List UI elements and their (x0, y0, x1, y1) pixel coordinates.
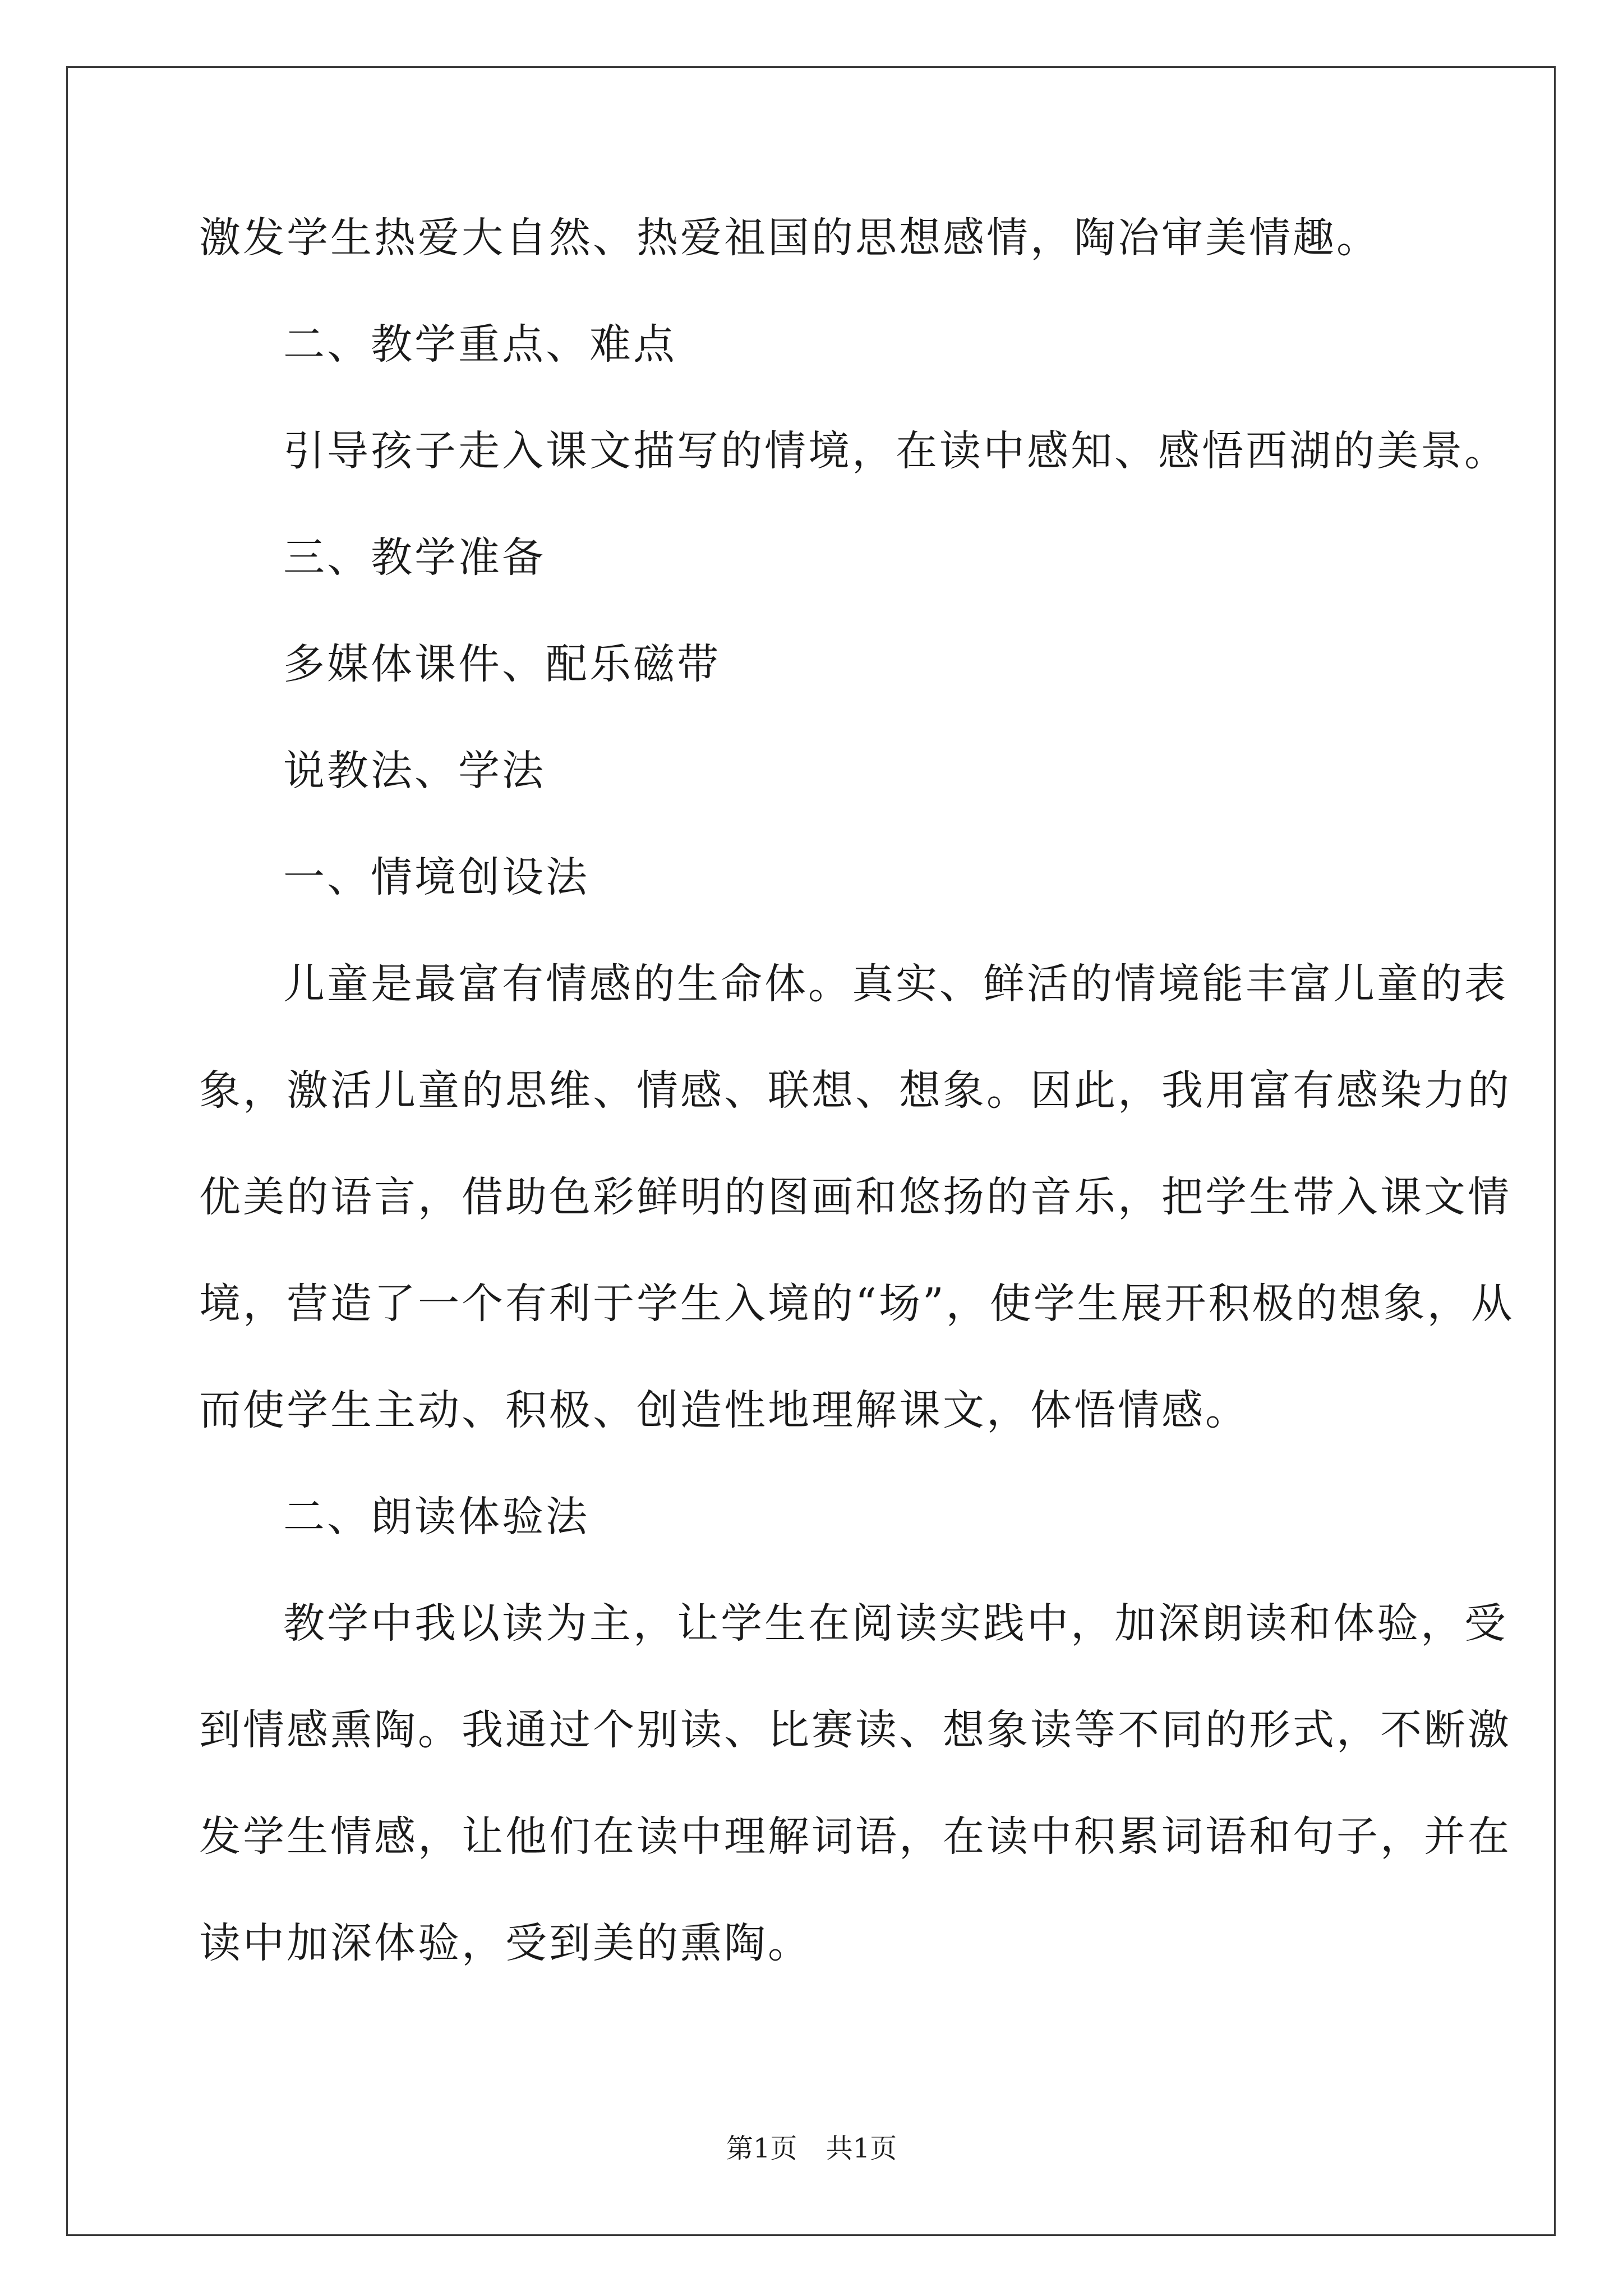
page-footer (0, 2132, 1623, 2165)
paragraph-line: 到情感熏陶。我通过个别读、比赛读、想象读等不同的形式，不断激 (199, 1706, 1511, 1754)
page-border (66, 66, 1556, 2236)
section-heading: 二、教学重点、难点 (283, 320, 677, 369)
paragraph-line: 教学中我以读为主，让学生在阅读实践中，加深朗读和体验，受 (283, 1599, 1508, 1648)
section-heading: 说教法、学法 (283, 747, 546, 795)
paragraph-line: 发学生情感，让他们在读中理解词语，在读中积累词语和句子，并在 (199, 1812, 1511, 1861)
paragraph-line: 象，激活儿童的思维、情感、联想、想象。因此，我用富有感染力的 (199, 1066, 1511, 1115)
page-total: 共1页 (826, 2133, 897, 2164)
paragraph-line: 引导孩子走入课文描写的情境，在读中感知、感悟西湖的美景。 (283, 427, 1508, 475)
paragraph-line: 而使学生主动、积极、创造性地理解课文，体悟情感。 (199, 1386, 1249, 1434)
page-number: 第1页 (726, 2133, 797, 2164)
section-heading: 二、朗读体验法 (283, 1493, 589, 1541)
paragraph-line: 儿童是最富有情感的生命体。真实、鲜活的情境能丰富儿童的表 (283, 960, 1508, 1008)
section-heading: 三、教学准备 (283, 533, 546, 582)
paragraph-line: 激发学生热爱大自然、热爱祖国的思想感情，陶冶审美情趣。 (199, 214, 1380, 262)
paragraph-line: 境，营造了一个有利于学生入境的“场”，使学生展开积极的想象，从 (199, 1280, 1515, 1328)
section-heading: 一、情境创设法 (283, 853, 589, 901)
paragraph-line: 优美的语言，借助色彩鲜明的图画和悠扬的音乐，把学生带入课文情 (199, 1173, 1511, 1221)
paragraph-line: 多媒体课件、配乐磁带 (283, 640, 721, 688)
paragraph-line: 读中加深体验，受到美的熏陶。 (199, 1919, 811, 1967)
